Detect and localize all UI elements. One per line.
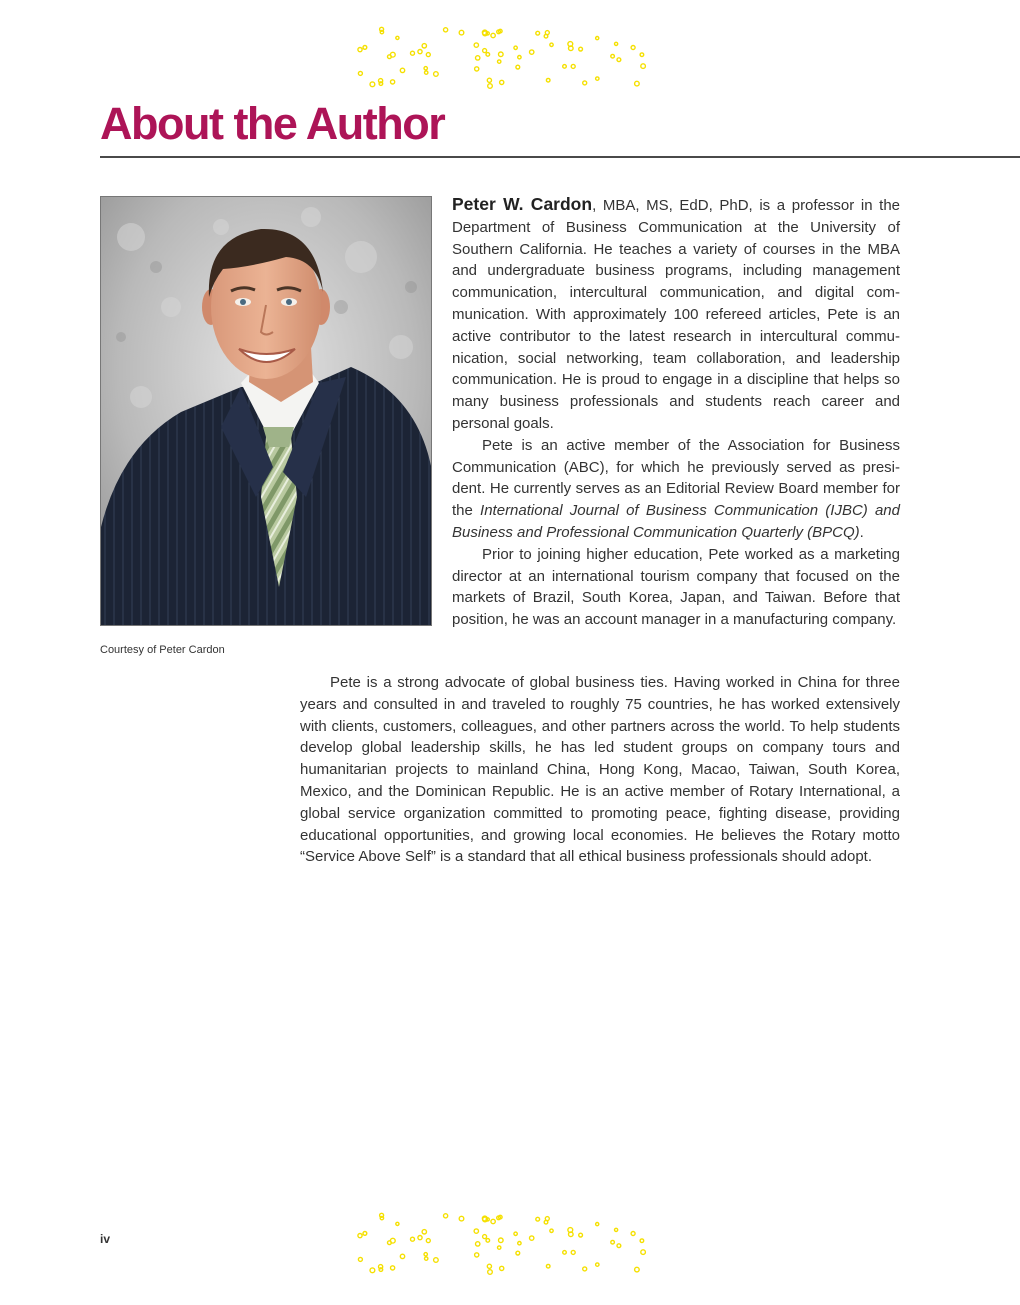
- decorative-dot: [544, 34, 548, 38]
- decorative-dot: [546, 1264, 550, 1268]
- decorative-dot: [516, 65, 520, 69]
- decorative-dot: [615, 42, 618, 45]
- page-number: iv: [100, 1232, 111, 1246]
- bio-paragraph-1: [452, 194, 900, 435]
- decorative-dot: [514, 46, 517, 49]
- decorative-dot: [611, 54, 615, 58]
- decorative-dot: [396, 1222, 399, 1225]
- decorative-dot: [569, 46, 574, 51]
- decorative-dot: [391, 1266, 395, 1270]
- decorative-dot: [571, 1250, 575, 1254]
- bio-paragraph-2-end: .: [859, 523, 864, 541]
- decorative-dot: [483, 1235, 487, 1239]
- decorative-dot: [491, 33, 495, 37]
- decorative-dot: [444, 28, 448, 32]
- decorative-dot: [388, 55, 392, 59]
- decorative-dot: [550, 1229, 553, 1232]
- decorative-dot: [358, 1257, 362, 1261]
- journal-names: International Journal of Business Communication (IJBC) and Business and Professional Communication Quarterly (BPCQ): [452, 502, 900, 541]
- decorative-dot: [426, 1239, 430, 1243]
- decorative-dot: [476, 56, 480, 60]
- decorative-dot: [514, 1232, 517, 1235]
- decorative-dot: [617, 58, 621, 62]
- decorative-dot: [635, 1267, 640, 1272]
- decorative-dot: [474, 43, 478, 47]
- decorative-dot: [641, 1250, 646, 1255]
- decorative-dot: [499, 52, 504, 57]
- decorative-dot: [424, 1253, 427, 1256]
- photo-caption: Courtesy of Peter Cardon: [100, 644, 225, 656]
- decorative-dot: [459, 1216, 464, 1221]
- decorative-dot: [422, 1230, 426, 1234]
- decorative-dot: [498, 1246, 501, 1249]
- decorative-dot: [563, 1251, 567, 1255]
- decorative-dot: [615, 1228, 618, 1231]
- decorative-dot: [363, 1232, 367, 1236]
- decorative-dot: [358, 71, 362, 75]
- bio-paragraph-2-text: Pete is an active member of the Association for Business Communication (ABC), for which he previously served as president. He currently serves as an Editorial Review Board member for the: [452, 436, 900, 520]
- decorative-dot: [483, 49, 487, 53]
- decorative-dot: [388, 1241, 392, 1245]
- decorative-dot: [569, 1232, 574, 1237]
- author-photo: [100, 196, 432, 626]
- decorative-dot: [434, 72, 439, 77]
- decorative-dot: [640, 1239, 644, 1243]
- decorative-dot: [571, 64, 575, 68]
- decorative-dot: [596, 1223, 599, 1226]
- decorative-dot: [596, 1263, 599, 1266]
- decorative-dot: [486, 53, 490, 57]
- decorative-dot: [370, 1268, 375, 1273]
- decorative-dot: [426, 53, 430, 57]
- decorative-dot: [379, 1268, 383, 1272]
- decorative-dot: [487, 78, 491, 82]
- decorative-dot: [536, 1217, 540, 1221]
- decorative-dot: [491, 1219, 495, 1223]
- decorative-dot: [400, 68, 404, 72]
- decorative-dot: [530, 50, 534, 54]
- decorative-dot: [379, 82, 383, 86]
- decorative-dot: [475, 67, 479, 71]
- decorative-dot: [422, 44, 426, 48]
- author-name: Peter W. Cardon: [452, 194, 593, 214]
- decorative-dot: [500, 1266, 504, 1270]
- decorative-dot: [425, 1257, 428, 1260]
- decorative-dot: [476, 1242, 480, 1246]
- bio-paragraph-1-text: , MBA, MS, EdD, PhD, is a professor in the Department of Business Communication at the University of Southern California. He teaches a variety of courses in the MBA and undergraduate business programs, including management communication, intercultural communication, and digital communication. With approximately 100 refereed articles, Pete is an active contributor to the latest research in intercultural communication, social networking, team collaboration, and leadership communication. He is proud to engage in a discipline that helps so many business professionals and students reach career and personal goals.: [452, 197, 901, 432]
- decorative-dot: [583, 81, 587, 85]
- decorative-dot: [391, 80, 395, 84]
- bio-column-full: [300, 672, 900, 868]
- title-divider: [100, 156, 1020, 158]
- decorative-dot: [444, 1214, 448, 1218]
- decorative-dot: [611, 1240, 615, 1244]
- decorative-dot: [488, 1270, 493, 1275]
- decorative-dot: [380, 1216, 383, 1219]
- decorative-dot: [498, 60, 501, 63]
- decorative-dot: [500, 80, 504, 84]
- decorative-dot: [400, 1254, 404, 1258]
- decorative-dot: [424, 67, 427, 70]
- decorative-dot: [418, 1236, 422, 1240]
- decorative-dot: [579, 47, 583, 51]
- decorative-dot: [358, 1234, 362, 1238]
- decorative-dot: [641, 64, 646, 69]
- decorative-dot: [425, 71, 428, 74]
- decorative-dot: [474, 1229, 478, 1233]
- decorative-dot: [631, 46, 635, 50]
- decorative-dot-pattern-bottom: [352, 1210, 652, 1278]
- bio-paragraph-3: Prior to joining higher education, Pete worked as a marketing director at an international tourism company that focused on the markets of Brazil, South Korea, Japan, and Taiwan. Before that position, he was an account manager in a manufacturing company.: [452, 545, 900, 629]
- bio-column-right: [452, 194, 900, 631]
- decorative-dot: [617, 1244, 621, 1248]
- decorative-dot: [563, 65, 567, 69]
- decorative-dot: [459, 30, 464, 35]
- decorative-dot: [579, 1233, 583, 1237]
- decorative-dot: [486, 1239, 490, 1243]
- decorative-dot: [516, 1251, 520, 1255]
- decorative-dot: [544, 1220, 548, 1224]
- decorative-dot: [536, 31, 540, 35]
- decorative-dot: [499, 1238, 504, 1243]
- bio-paragraph-2: [452, 435, 900, 544]
- decorative-dot-pattern-top: [352, 24, 652, 92]
- decorative-dot: [475, 1253, 479, 1257]
- decorative-dot: [631, 1232, 635, 1236]
- decorative-dot: [550, 43, 553, 46]
- decorative-dot: [546, 78, 550, 82]
- decorative-dot: [487, 1264, 491, 1268]
- decorative-dot: [518, 56, 521, 59]
- decorative-dot: [640, 53, 644, 57]
- decorative-dot: [411, 1237, 415, 1241]
- decorative-dot: [380, 30, 383, 33]
- decorative-dot: [418, 50, 422, 54]
- decorative-dot: [363, 46, 367, 50]
- decorative-dot: [530, 1236, 534, 1240]
- decorative-dot: [596, 77, 599, 80]
- decorative-dot: [488, 84, 493, 89]
- decorative-dot: [518, 1242, 521, 1245]
- decorative-dot: [434, 1258, 439, 1263]
- decorative-dot: [358, 48, 362, 52]
- decorative-dot: [370, 82, 375, 87]
- bio-paragraph-4: Pete is a strong advocate of global business ties. Having worked in China for three years and consulted in and traveled to roughly 75 countries, he has worked extensively with clients, customers, colleagues, and other partners across the world. To help students develop global leadership skills, he has led student groups on company tours and humanitarian projects to mainland China, Hong Kong, Macao, Taiwan, South Korea, Mexico, and the Dominican Republic. He is an active member of Rotary International, a global service organization committed to promoting peace, fighting disease, providing educational opportunities, and growing local economies. He believes the Rotary motto “Service Above Self” is a standard that all ethical business professionals should adopt.: [300, 674, 900, 866]
- decorative-dot: [596, 37, 599, 40]
- page-title: About the Author: [100, 98, 445, 149]
- decorative-dot: [411, 51, 415, 55]
- decorative-dot: [396, 36, 399, 39]
- decorative-dot: [635, 81, 640, 86]
- decorative-dot: [583, 1267, 587, 1271]
